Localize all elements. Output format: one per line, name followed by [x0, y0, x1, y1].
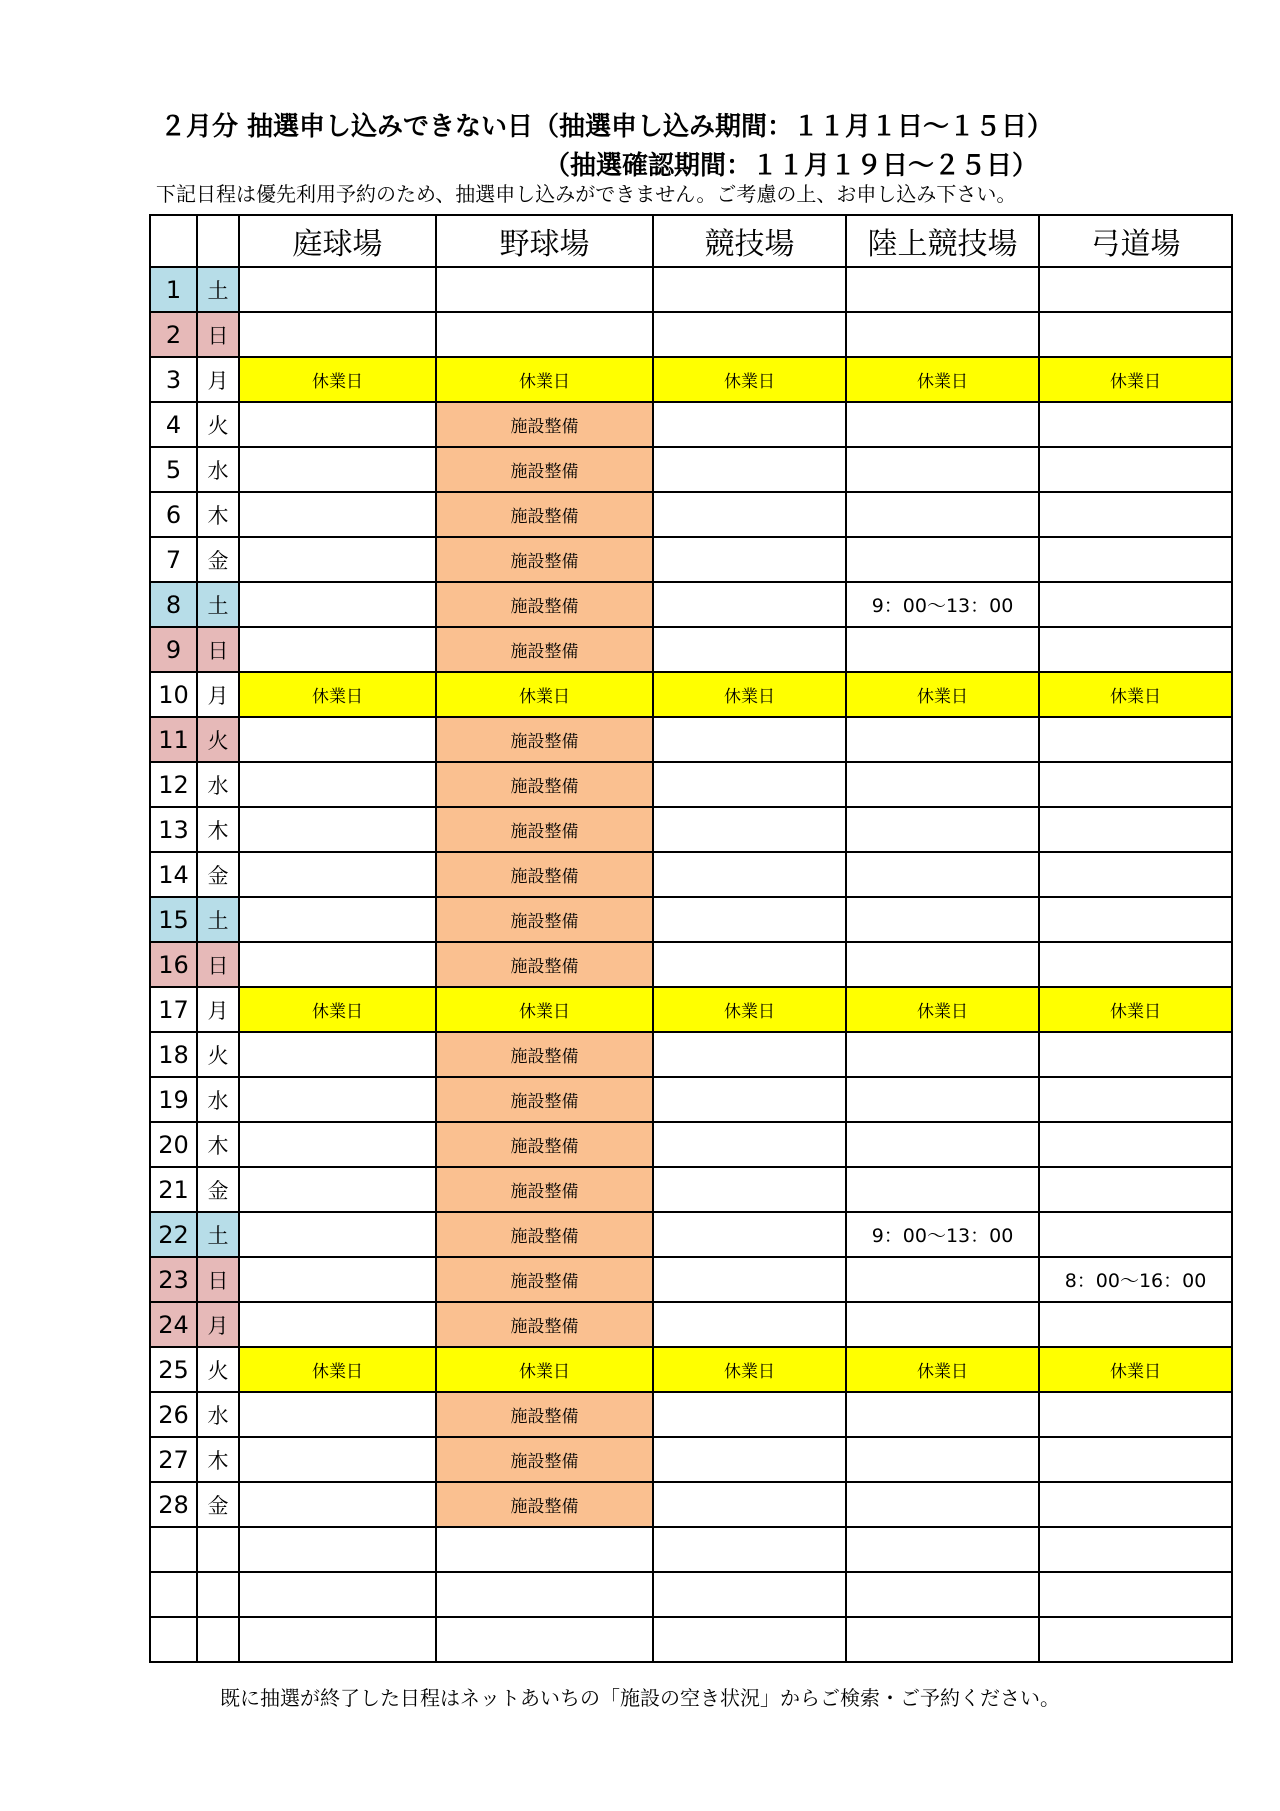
cell-tennis	[239, 402, 436, 447]
day-of-week	[197, 1572, 239, 1617]
cell-archery	[1039, 852, 1232, 897]
column-header-archery: 弓道場	[1039, 215, 1232, 267]
day-number: 11	[150, 717, 197, 762]
cell-baseball	[436, 267, 653, 312]
cell-baseball: 休業日	[436, 357, 653, 402]
cell-stadium	[653, 447, 846, 492]
cell-baseball: 施設整備	[436, 627, 653, 672]
cell-stadium	[653, 1302, 846, 1347]
day-of-week: 木	[197, 1122, 239, 1167]
column-header-athletics: 陸上競技場	[846, 215, 1039, 267]
day-number: 2	[150, 312, 197, 357]
cell-tennis	[239, 942, 436, 987]
cell-archery	[1039, 537, 1232, 582]
cell-athletics	[846, 1482, 1039, 1527]
cell-tennis	[239, 1077, 436, 1122]
day-of-week: 火	[197, 402, 239, 447]
cell-baseball: 施設整備	[436, 492, 653, 537]
table-row	[150, 1572, 1232, 1617]
cell-athletics: 休業日	[846, 1347, 1039, 1392]
cell-archery	[1039, 582, 1232, 627]
cell-athletics	[846, 267, 1039, 312]
day-number: 12	[150, 762, 197, 807]
day-of-week: 火	[197, 1032, 239, 1077]
cell-archery	[1039, 1617, 1232, 1662]
cell-archery	[1039, 1122, 1232, 1167]
table-row	[150, 267, 1232, 312]
table-row	[150, 1302, 1232, 1347]
cell-baseball: 施設整備	[436, 1122, 653, 1167]
cell-baseball: 休業日	[436, 987, 653, 1032]
cell-tennis: 休業日	[239, 1347, 436, 1392]
day-of-week: 水	[197, 762, 239, 807]
schedule-table	[149, 214, 1233, 1663]
cell-tennis	[239, 267, 436, 312]
day-of-week: 月	[197, 987, 239, 1032]
cell-athletics: 休業日	[846, 672, 1039, 717]
cell-stadium: 休業日	[653, 672, 846, 717]
cell-stadium	[653, 762, 846, 807]
cell-tennis	[239, 1482, 436, 1527]
cell-tennis	[239, 537, 436, 582]
cell-athletics: 9：00～13：00	[846, 1212, 1039, 1257]
cell-tennis: 休業日	[239, 672, 436, 717]
day-number: 15	[150, 897, 197, 942]
cell-stadium: 休業日	[653, 1347, 846, 1392]
cell-baseball: 施設整備	[436, 762, 653, 807]
table-row	[150, 402, 1232, 447]
cell-athletics	[846, 1257, 1039, 1302]
table-row	[150, 1122, 1232, 1167]
page-subtitle: （抽選確認期間：１１月１９日～２５日）	[544, 151, 1039, 181]
day-of-week: 土	[197, 897, 239, 942]
cell-tennis	[239, 1257, 436, 1302]
cell-archery	[1039, 312, 1232, 357]
cell-athletics	[846, 537, 1039, 582]
table-row	[150, 987, 1232, 1032]
cell-baseball: 施設整備	[436, 852, 653, 897]
table-row	[150, 717, 1232, 762]
cell-stadium	[653, 492, 846, 537]
cell-archery	[1039, 807, 1232, 852]
day-number	[150, 1617, 197, 1662]
cell-tennis	[239, 447, 436, 492]
cell-athletics	[846, 1437, 1039, 1482]
cell-archery	[1039, 1482, 1232, 1527]
cell-athletics	[846, 627, 1039, 672]
cell-stadium	[653, 1482, 846, 1527]
cell-tennis	[239, 1122, 436, 1167]
cell-archery	[1039, 1302, 1232, 1347]
cell-stadium	[653, 537, 846, 582]
cell-baseball: 休業日	[436, 672, 653, 717]
day-of-week: 水	[197, 1392, 239, 1437]
day-number: 27	[150, 1437, 197, 1482]
table-row	[150, 627, 1232, 672]
table-row	[150, 672, 1232, 717]
cell-baseball	[436, 1572, 653, 1617]
day-number: 6	[150, 492, 197, 537]
cell-tennis	[239, 1437, 436, 1482]
cell-tennis	[239, 852, 436, 897]
cell-stadium	[653, 1392, 846, 1437]
day-number: 9	[150, 627, 197, 672]
cell-baseball: 施設整備	[436, 1077, 653, 1122]
cell-archery	[1039, 492, 1232, 537]
day-of-week: 土	[197, 582, 239, 627]
column-header-tennis: 庭球場	[239, 215, 436, 267]
cell-archery	[1039, 762, 1232, 807]
cell-stadium	[653, 1032, 846, 1077]
cell-baseball: 施設整備	[436, 1482, 653, 1527]
day-of-week: 土	[197, 1212, 239, 1257]
day-number: 3	[150, 357, 197, 402]
cell-athletics	[846, 762, 1039, 807]
cell-stadium: 休業日	[653, 987, 846, 1032]
column-header-dow	[197, 215, 239, 267]
cell-tennis	[239, 1032, 436, 1077]
day-number: 1	[150, 267, 197, 312]
day-number: 13	[150, 807, 197, 852]
cell-athletics: 9：00～13：00	[846, 582, 1039, 627]
table-row	[150, 852, 1232, 897]
day-number: 8	[150, 582, 197, 627]
day-number: 25	[150, 1347, 197, 1392]
column-header-stadium: 競技場	[653, 215, 846, 267]
cell-baseball: 施設整備	[436, 1212, 653, 1257]
cell-archery	[1039, 267, 1232, 312]
cell-baseball	[436, 1527, 653, 1572]
cell-stadium	[653, 852, 846, 897]
table-row	[150, 447, 1232, 492]
cell-baseball: 施設整備	[436, 1437, 653, 1482]
cell-stadium	[653, 1122, 846, 1167]
day-of-week: 月	[197, 672, 239, 717]
day-of-week: 金	[197, 852, 239, 897]
cell-stadium	[653, 1077, 846, 1122]
day-of-week: 土	[197, 267, 239, 312]
day-number: 14	[150, 852, 197, 897]
cell-baseball: 施設整備	[436, 1032, 653, 1077]
cell-tennis	[239, 312, 436, 357]
day-number: 26	[150, 1392, 197, 1437]
day-of-week: 月	[197, 357, 239, 402]
day-number: 21	[150, 1167, 197, 1212]
cell-baseball: 施設整備	[436, 1167, 653, 1212]
day-number	[150, 1527, 197, 1572]
cell-stadium	[653, 807, 846, 852]
cell-archery: 8：00～16：00	[1039, 1257, 1232, 1302]
cell-baseball: 施設整備	[436, 447, 653, 492]
cell-archery	[1039, 897, 1232, 942]
day-of-week: 金	[197, 1482, 239, 1527]
day-number: 18	[150, 1032, 197, 1077]
day-of-week: 火	[197, 1347, 239, 1392]
cell-archery: 休業日	[1039, 672, 1232, 717]
cell-athletics	[846, 717, 1039, 762]
day-of-week: 火	[197, 717, 239, 762]
cell-baseball: 施設整備	[436, 582, 653, 627]
day-of-week	[197, 1617, 239, 1662]
cell-archery	[1039, 1212, 1232, 1257]
cell-tennis	[239, 1572, 436, 1617]
table-row	[150, 537, 1232, 582]
day-of-week: 水	[197, 447, 239, 492]
cell-baseball: 施設整備	[436, 537, 653, 582]
cell-athletics	[846, 312, 1039, 357]
day-of-week: 木	[197, 807, 239, 852]
table-header-row	[150, 215, 1232, 267]
cell-tennis	[239, 492, 436, 537]
day-number: 5	[150, 447, 197, 492]
table-row	[150, 312, 1232, 357]
day-of-week: 日	[197, 942, 239, 987]
cell-athletics	[846, 1077, 1039, 1122]
table-row	[150, 1482, 1232, 1527]
day-number: 22	[150, 1212, 197, 1257]
cell-archery	[1039, 1032, 1232, 1077]
cell-stadium	[653, 1212, 846, 1257]
cell-tennis	[239, 762, 436, 807]
cell-archery	[1039, 1077, 1232, 1122]
cell-archery	[1039, 1167, 1232, 1212]
cell-stadium	[653, 1527, 846, 1572]
cell-tennis: 休業日	[239, 987, 436, 1032]
table-row	[150, 1032, 1232, 1077]
cell-stadium	[653, 1257, 846, 1302]
day-number: 20	[150, 1122, 197, 1167]
day-number: 23	[150, 1257, 197, 1302]
day-of-week: 日	[197, 312, 239, 357]
cell-archery	[1039, 447, 1232, 492]
column-header-baseball: 野球場	[436, 215, 653, 267]
cell-archery	[1039, 1527, 1232, 1572]
cell-tennis	[239, 1212, 436, 1257]
cell-athletics	[846, 402, 1039, 447]
day-number: 4	[150, 402, 197, 447]
table-row	[150, 1077, 1232, 1122]
cell-tennis	[239, 807, 436, 852]
cell-baseball: 施設整備	[436, 1302, 653, 1347]
cell-archery: 休業日	[1039, 987, 1232, 1032]
day-number: 19	[150, 1077, 197, 1122]
cell-tennis: 休業日	[239, 357, 436, 402]
table-row	[150, 1347, 1232, 1392]
cell-baseball: 施設整備	[436, 402, 653, 447]
cell-archery	[1039, 717, 1232, 762]
day-of-week: 木	[197, 492, 239, 537]
table-row	[150, 1212, 1232, 1257]
page-title: ２月分 抽選申し込みできない日（抽選申し込み期間：１１月１日～１５日）	[160, 112, 1054, 142]
table-row	[150, 897, 1232, 942]
cell-tennis	[239, 1527, 436, 1572]
cell-stadium	[653, 267, 846, 312]
cell-athletics	[846, 942, 1039, 987]
cell-athletics	[846, 1392, 1039, 1437]
day-of-week: 金	[197, 1167, 239, 1212]
cell-stadium	[653, 1617, 846, 1662]
day-of-week	[197, 1527, 239, 1572]
day-of-week: 金	[197, 537, 239, 582]
cell-stadium	[653, 1167, 846, 1212]
cell-stadium	[653, 402, 846, 447]
cell-stadium	[653, 312, 846, 357]
cell-archery: 休業日	[1039, 1347, 1232, 1392]
day-of-week: 水	[197, 1077, 239, 1122]
cell-archery	[1039, 942, 1232, 987]
cell-tennis	[239, 717, 436, 762]
table-row	[150, 807, 1232, 852]
cell-baseball: 施設整備	[436, 717, 653, 762]
table-row	[150, 357, 1232, 402]
cell-archery	[1039, 402, 1232, 447]
cell-baseball: 施設整備	[436, 897, 653, 942]
schedule-body	[150, 267, 1232, 1662]
cell-baseball: 休業日	[436, 1347, 653, 1392]
cell-athletics	[846, 1032, 1039, 1077]
cell-tennis	[239, 582, 436, 627]
table-row	[150, 762, 1232, 807]
cell-stadium	[653, 1437, 846, 1482]
day-number	[150, 1572, 197, 1617]
cell-athletics	[846, 852, 1039, 897]
table-row	[150, 582, 1232, 627]
day-of-week: 日	[197, 1257, 239, 1302]
cell-archery: 休業日	[1039, 357, 1232, 402]
table-row	[150, 1392, 1232, 1437]
day-number: 28	[150, 1482, 197, 1527]
day-number: 7	[150, 537, 197, 582]
cell-athletics	[846, 1302, 1039, 1347]
column-header-day	[150, 215, 197, 267]
cell-tennis	[239, 1392, 436, 1437]
cell-athletics	[846, 1167, 1039, 1212]
day-of-week: 木	[197, 1437, 239, 1482]
day-of-week: 日	[197, 627, 239, 672]
cell-athletics	[846, 1527, 1039, 1572]
cell-tennis	[239, 627, 436, 672]
cell-athletics	[846, 447, 1039, 492]
table-row	[150, 492, 1232, 537]
cell-archery	[1039, 1392, 1232, 1437]
cell-archery	[1039, 1572, 1232, 1617]
cell-baseball: 施設整備	[436, 942, 653, 987]
cell-stadium	[653, 897, 846, 942]
day-number: 24	[150, 1302, 197, 1347]
table-row	[150, 1617, 1232, 1662]
table-row	[150, 1167, 1232, 1212]
cell-archery	[1039, 627, 1232, 672]
table-row	[150, 942, 1232, 987]
cell-athletics	[846, 1122, 1039, 1167]
cell-athletics: 休業日	[846, 987, 1039, 1032]
cell-stadium	[653, 582, 846, 627]
cell-baseball: 施設整備	[436, 807, 653, 852]
table-row	[150, 1527, 1232, 1572]
cell-tennis	[239, 897, 436, 942]
cell-stadium	[653, 1572, 846, 1617]
cell-athletics	[846, 897, 1039, 942]
day-number: 10	[150, 672, 197, 717]
cell-athletics	[846, 1572, 1039, 1617]
cell-stadium: 休業日	[653, 357, 846, 402]
table-row	[150, 1257, 1232, 1302]
footer-note: 既に抽選が終了した日程はネットあいちの「施設の空き状況」からご検索・ご予約ください。	[220, 1686, 1060, 1710]
day-of-week: 月	[197, 1302, 239, 1347]
cell-stadium	[653, 717, 846, 762]
cell-stadium	[653, 942, 846, 987]
cell-archery	[1039, 1437, 1232, 1482]
cell-baseball: 施設整備	[436, 1257, 653, 1302]
cell-baseball	[436, 312, 653, 357]
cell-tennis	[239, 1167, 436, 1212]
cell-tennis	[239, 1302, 436, 1347]
cell-baseball: 施設整備	[436, 1392, 653, 1437]
notice-text: 下記日程は優先利用予約のため、抽選申し込みができません。ご考慮の上、お申し込み下さい。	[156, 182, 1017, 206]
cell-athletics	[846, 1617, 1039, 1662]
table-row	[150, 1437, 1232, 1482]
day-number: 17	[150, 987, 197, 1032]
cell-athletics: 休業日	[846, 357, 1039, 402]
day-number: 16	[150, 942, 197, 987]
cell-tennis	[239, 1617, 436, 1662]
cell-athletics	[846, 492, 1039, 537]
cell-stadium	[653, 627, 846, 672]
cell-baseball	[436, 1617, 653, 1662]
cell-athletics	[846, 807, 1039, 852]
